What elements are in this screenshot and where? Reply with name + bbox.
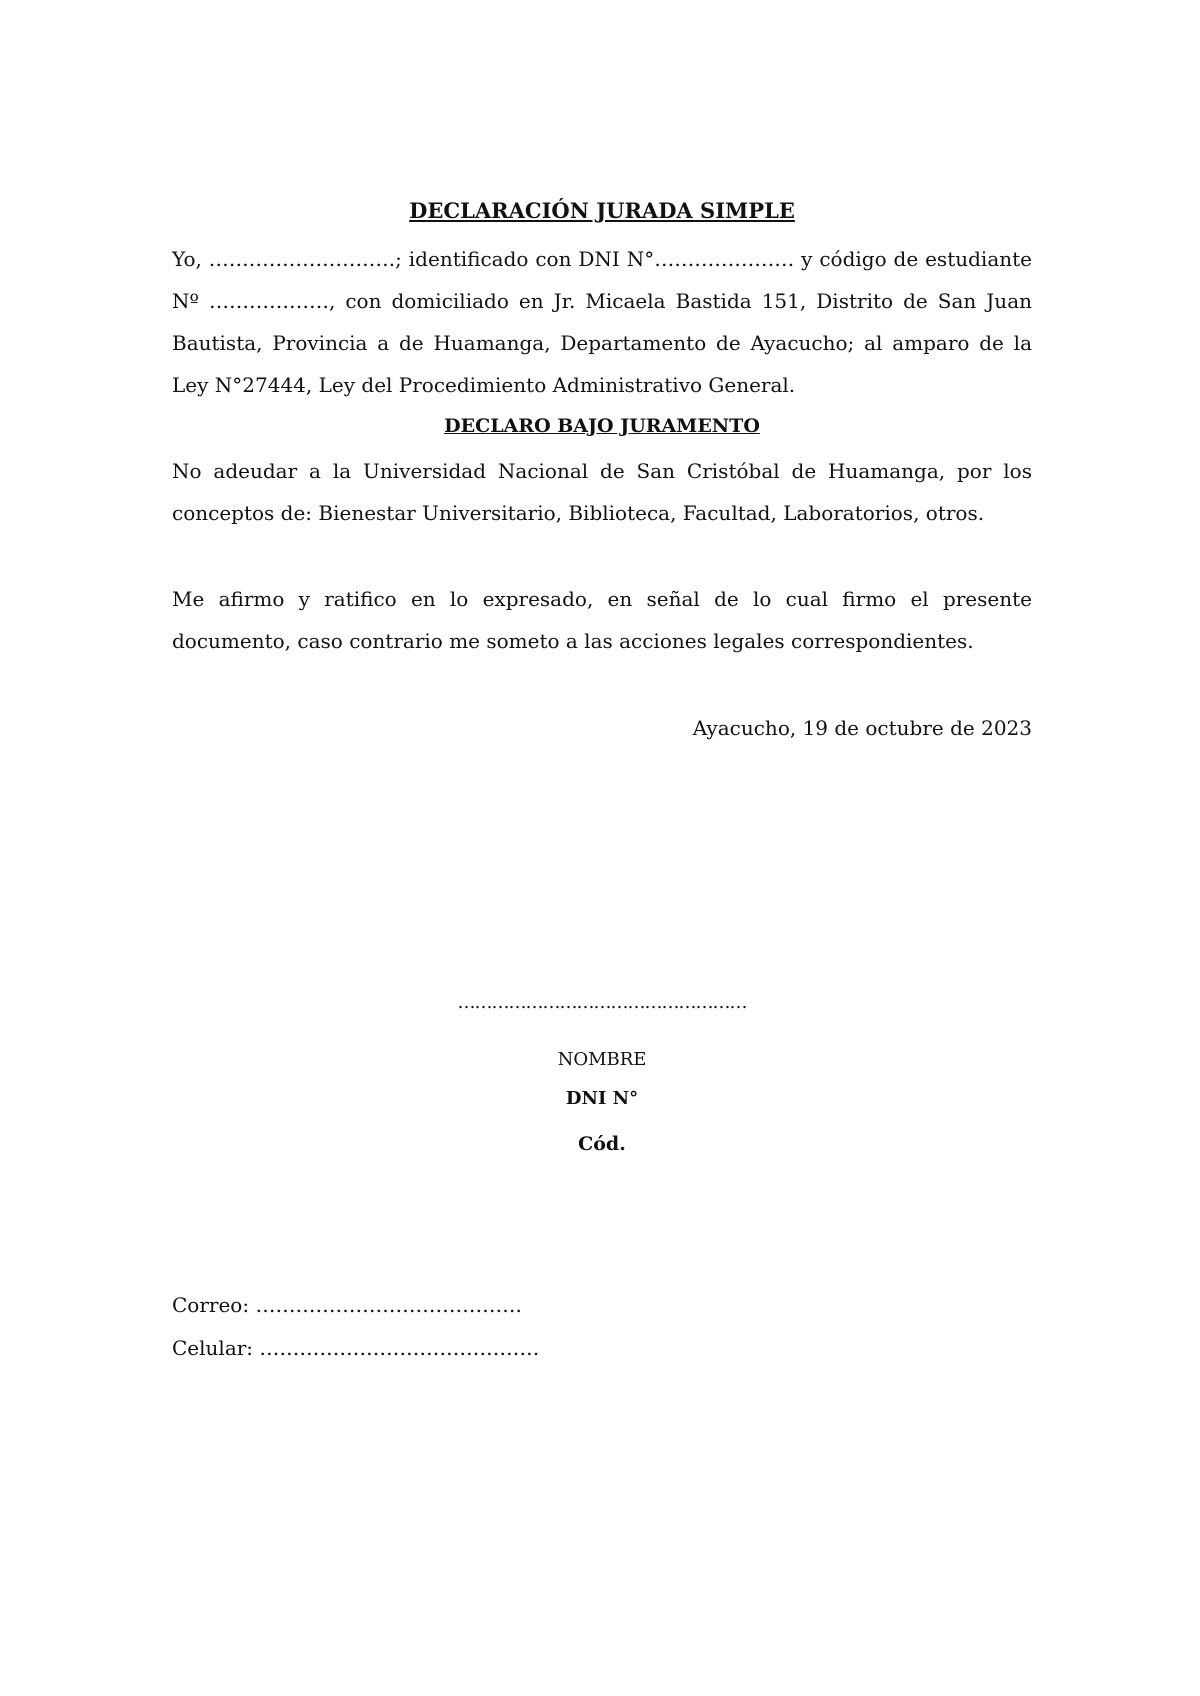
signature-code-label: Cód. — [578, 1133, 626, 1155]
ratification-paragraph: Me afirmo y ratifico en lo expresado, en señal de lo cual firmo el presente documento, caso contrario me someto a las acciones legales correspondientes. — [172, 587, 1032, 653]
document-title: DECLARACIÓN JURADA SIMPLE — [409, 198, 795, 223]
no-debt-paragraph: No adeudar a la Universidad Nacional de San Cristóbal de Huamanga, por los conceptos de: Bienestar Universitario, Biblioteca, Facultad, Laboratorios, otros. — [172, 459, 1032, 525]
signature-name-label: NOMBRE — [557, 1049, 647, 1070]
phone-line: Celular: …………………………………… — [172, 1336, 540, 1360]
signature-dni-label: DNI N° — [565, 1088, 639, 1109]
signature-line: …………………………………………… — [457, 992, 747, 1013]
declarant-paragraph: Yo, ……………………….; identificado con DNI N°………………… y código de estudiante Nº ………………, con domiciliado en Jr. Micaela Bastida 151, Distrito de San Juan Bautista, Provincia a de Huamanga, Departamento de Ayacucho; al amparo de la Ley N°27444, Ley del Procedimiento Administrativo General. — [172, 247, 1032, 397]
declaration-subtitle: DECLARO BAJO JURAMENTO — [444, 415, 760, 437]
email-line: Correo: …………………………………. — [172, 1293, 522, 1317]
date-line: Ayacucho, 19 de octubre de 2023 — [692, 716, 1032, 740]
